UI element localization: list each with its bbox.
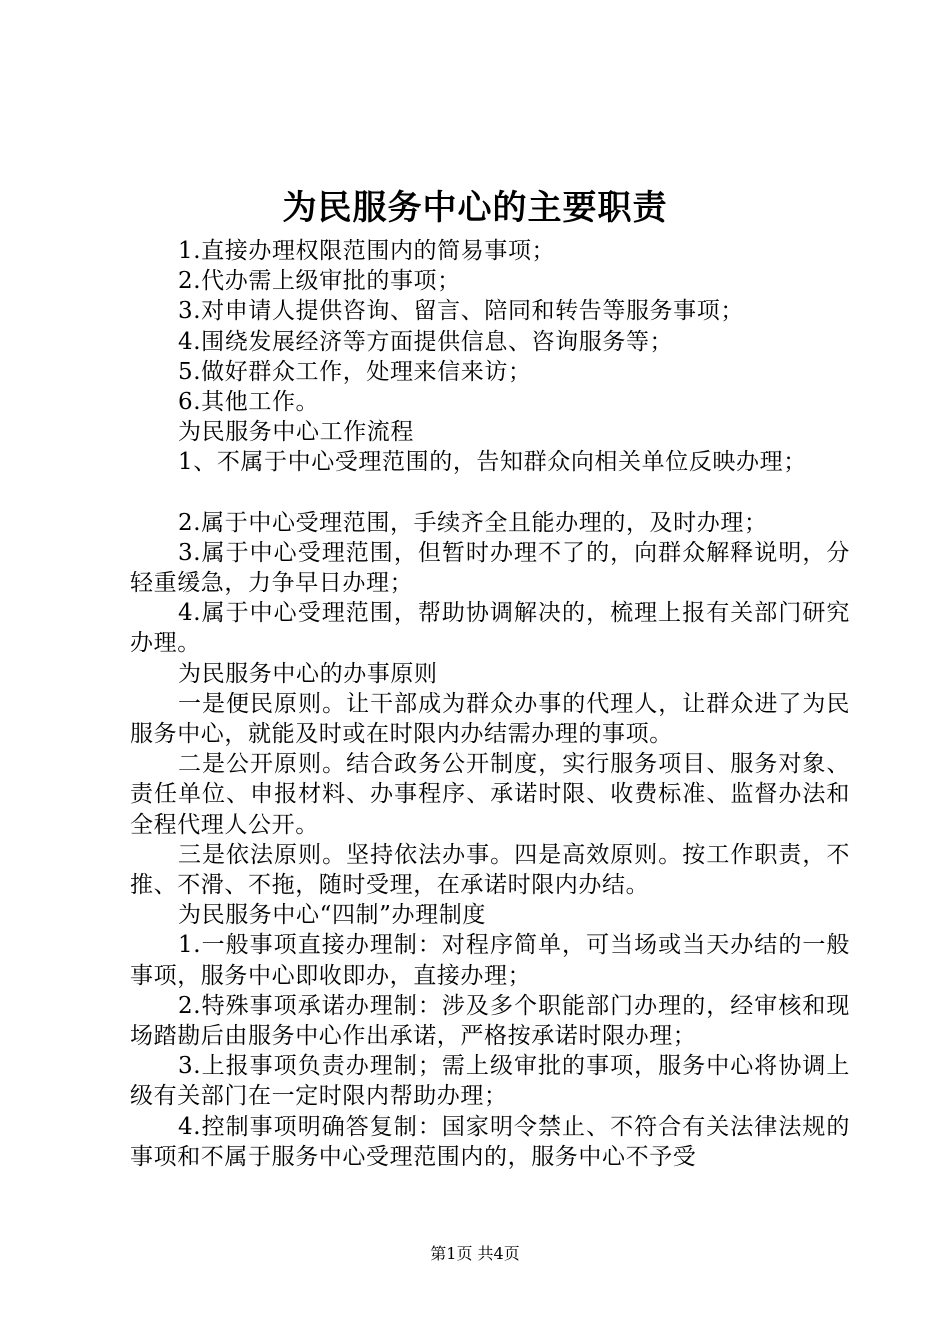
document-body	[130, 236, 850, 1172]
page-footer: 第1页 共4页	[430, 1244, 520, 1263]
paragraph: 三是依法原则。坚持依法办事。四是高效原则。按工作职责，不推、不滑、不拖，随时受理，在承诺时限内办结。	[130, 841, 850, 899]
paragraph: 1、不属于中心受理范围的，告知群众向相关单位反映办理；	[178, 449, 807, 476]
document-title: 为民服务中心的主要职责	[282, 188, 668, 228]
paragraph: 4.属于中心受理范围，帮助协调解决的，梳理上报有关部门研究办理。	[130, 600, 850, 657]
paragraph: 二是公开原则。结合政务公开制度，实行服务项目、服务对象、责任单位、申报材料、办事程序、承诺时限、收费标准、监督办法和全程代理人公开。	[130, 751, 850, 838]
paragraph: 5.做好群众工作，处理来信来访；	[178, 358, 532, 385]
section-heading: 为民服务中心的办事原则	[178, 660, 438, 687]
paragraph: 一是便民原则。让干部成为群众办事的代理人，让群众进了为民服务中心，就能及时或在时限内办结需办理的事项。	[130, 690, 850, 748]
paragraph: 4.围绕发展经济等方面提供信息、咨询服务等；	[178, 328, 674, 355]
paragraph: 6.其他工作。	[178, 389, 320, 416]
section-heading: 为民服务中心工作流程	[178, 419, 414, 446]
section-heading: 为民服务中心“四制”办理制度	[178, 902, 486, 929]
paragraph: 2.特殊事项承诺办理制：涉及多个职能部门办理的，经审核和现场踏勘后由服务中心作出承诺，严格按承诺时限办理；	[130, 992, 850, 1050]
paragraph: 2.代办需上级审批的事项；	[178, 268, 461, 295]
paragraph: 2.属于中心受理范围，手续齐全且能办理的，及时办理；	[178, 509, 768, 536]
paragraph: 1.直接办理权限范围内的简易事项；	[178, 238, 556, 264]
paragraph: 1.一般事项直接办理制：对程序简单，可当场或当天办结的一般事项，服务中心即收即办，直接办理；	[130, 932, 850, 989]
paragraph: 4.控制事项明确答复制：国家明令禁止、不符合有关法律法规的事项和不属于服务中心受理范围内的，服务中心不予受	[130, 1113, 850, 1170]
paragraph: 3.上报事项负责办理制；需上级审批的事项，服务中心将协调上级有关部门在一定时限内帮助办理；	[130, 1053, 850, 1110]
paragraph: 3.属于中心受理范围，但暂时办理不了的，向群众解释说明，分轻重缓急，力争早日办理；	[130, 539, 850, 597]
paragraph: 3.对申请人提供咨询、留言、陪同和转告等服务事项；	[178, 298, 744, 325]
